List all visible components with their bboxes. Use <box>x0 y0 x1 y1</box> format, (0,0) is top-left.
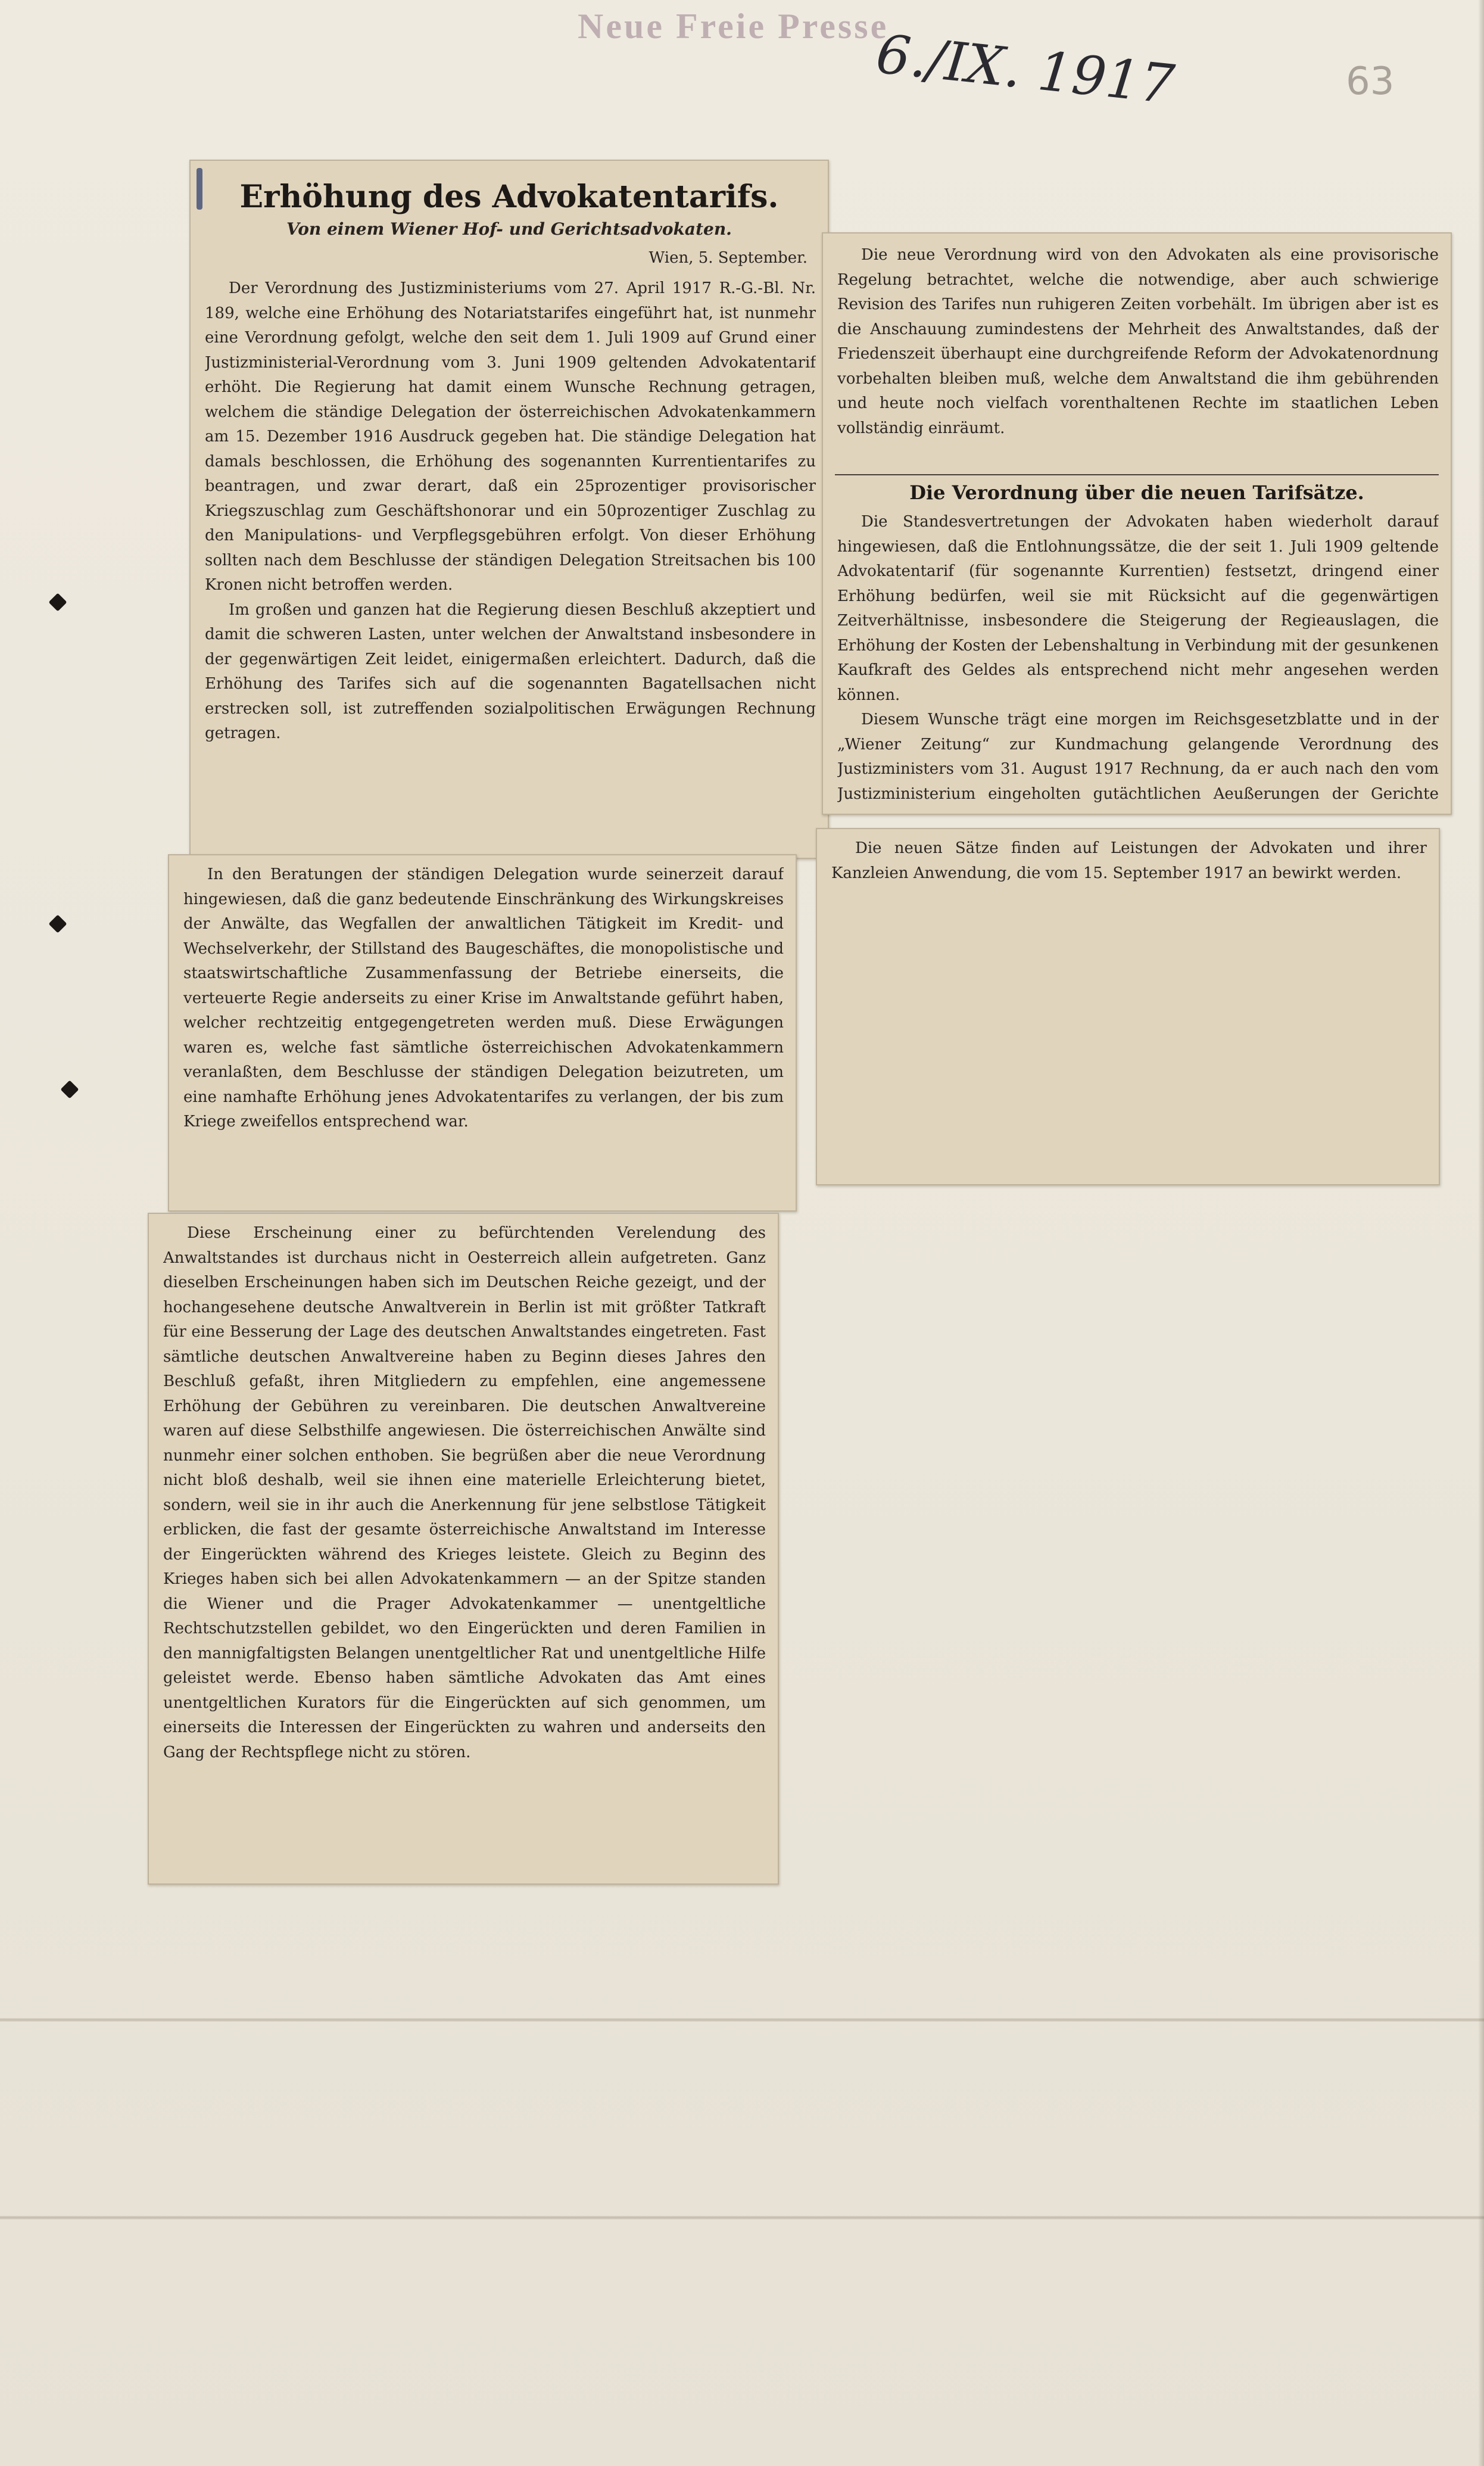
punch-hole <box>48 914 67 933</box>
handwritten-date: 6./IX. 1917 <box>873 23 1177 117</box>
clipping-left-middle <box>168 854 797 1212</box>
newspaper-stamp: Neue Freie Presse <box>578 7 889 46</box>
section-body-part-2 <box>831 836 1427 1179</box>
clipping-right-bottom <box>816 828 1440 1185</box>
article-byline: Von einem Wiener Hof- und Gerichtsadvokaten. <box>286 219 732 239</box>
punch-hole <box>60 1080 79 1098</box>
article-dateline: Wien, 5. September. <box>649 249 808 267</box>
article-body-part-2 <box>183 863 784 1208</box>
section-paragraph: Diesem Wunsche trägt eine morgen im Reichsgesetzblatte und in der „Wiener Zeitung“ zur Kundmachung gelangende Verordnung des Justizministers vom 31. August 1917 Rechnung, da er auch nach den vom Justizministerium eingeholten gutächtlichen Aeußerungen der Gerichte <box>837 711 1439 803</box>
clipping-left-top <box>189 160 829 859</box>
section-divider <box>835 474 1439 475</box>
paper-fold <box>0 2216 1484 2219</box>
article-continuation-block <box>837 243 1439 466</box>
section-paragraph: Die Standesvertretungen der Advokaten haben wiederholt darauf hingewiesen, daß die Entlohnungssätze, die der seit 1. Juli 1909 geltende Advokatentarif (für sogenannte Kurrentien) festsetzt, dringend einer Erhöhung bedürfen, weil sie mit Rücksicht auf die gegenwärtigen Zeitverhältnisse, insbesondere die Steigerung der Regieauslagen, die Erhöhung der Kosten der Lebenshaltung in Verbindung mit der gesunkenen Kaufkraft des Geldes als entsprechend nicht mehr angesehen werden können. <box>837 513 1439 704</box>
article-paragraph: Der Verordnung des Justizministeriums vom 27. April 1917 R.-G.-Bl. Nr. 189, welche eine Erhöhung des Notariatstarifes eingeführt hat, ist nunmehr eine Verordnung gefolgt, welche den seit dem 1. Juli 1909 auf Grund einer Justizministerial-Verordnung vom 3. Juni 1909 geltenden Advokatentarif erhöht. Die Regierung hat damit einem Wunsche Rechnung getragen, welchem die ständige Delegation der österreichischen Advokatenkammern am 15. Dezember 1916 Ausdruck gegeben hat. Die ständige Delegation hat damals beschlossen, die Erhöhung des sogenannten Kurrentientarifes zu beantragen, und zwar derart, daß ein 25prozentiger provisorischer Kriegszuschlag zum Geschäftshonorar und ein 50prozentiger Zuschlag zu den Manipulations- und Verpflegsgebühren erfolgt. Von dieser Erhöhung sollten nach dem Beschlusse der ständigen Delegation Streitsachen bis 100 Kronen nicht betroffen werden. <box>205 279 816 594</box>
section-heading: Die Verordnung über die neuen Tarifsätze. <box>909 481 1364 504</box>
article-paragraph: Diese Erscheinung einer zu befürchtenden Verelendung des Anwaltstandes ist durchaus nicht in Oesterreich allein aufgetreten. Ganz dieselben Erscheinungen haben sich im Deutschen Reiche gezeigt, und der hochangesehene deutsche Anwaltverein in Berlin ist mit größter Tatkraft für eine Besserung der Lage des deutschen Anwaltstandes eingetreten. Fast sämtliche deutschen Anwaltvereine haben zu Beginn dieses Jahres den Beschluß gefaßt, ihren Mitgliedern zu empfehlen, eine angemessene Erhöhung der Gebühren zu vereinbaren. Die deutschen Anwaltvereine waren auf diese Selbsthilfe angewiesen. Die österreichischen Anwälte sind nunmehr einer solchen enthoben. Sie begrüßen aber die neue Verordnung nicht bloß deshalb, weil sie ihnen eine materielle Erleichterung bietet, sondern, weil sie in ihr auch die Anerkennung für jene selbstlose Tätigkeit erblicken, die fast der gesamte österreichische Anwaltstand im Interesse der Eingerückten während des Krieges leistete. Gleich zu Beginn des Krieges haben sich bei allen Advokatenkammern — an der Spitze standen die Wiener und die Prager Advokatenkammer — unentgeltliche Rechtschutzstellen gebildet, wo den Eingerückten und deren Familien in den mannigfaltigsten Belangen unentgeltlicher Rat und unentgeltliche Hilfe geleistet werde. Ebenso haben sämtliche Advokaten das Amt eines unentgeltlichen Kurators für die Eingerückten auf sich genommen, um einerseits die Interessen der Eingerückten zu wahren und anderseits den Gang der Rechtspflege nicht zu stören. <box>163 1224 766 1761</box>
section-body-part-1 <box>837 510 1439 808</box>
section-paragraph: Die neuen Sätze finden auf Leistungen der Advokaten und ihrer Kanzleien Anwendung, die vom 15. September 1917 an bewirkt werden. <box>831 839 1427 882</box>
page-number: 63 <box>1346 60 1395 104</box>
sheet-edge <box>1478 0 1484 2466</box>
clipping-left-bottom <box>148 1213 779 1885</box>
clipping-right-top <box>822 232 1452 815</box>
article-title: Erhöhung des Advokatentarifs. <box>239 179 779 215</box>
punch-hole <box>48 593 67 611</box>
article-body-part-1 <box>205 276 816 853</box>
article-continuation: Die neue Verordnung wird von den Advokaten als eine provisorische Regelung betrachtet, welche die notwendige, aber auch schwierige Revision des Tarifes nun ruhigeren Zeiten vorbehält. Im übrigen aber ist es die Anschauung zumindestens der Mehrheit des Anwaltstandes, daß der Friedenszeit überhaupt eine durchgreifende Reform der Advokatenordnung vorbehalten bleiben muß, welche dem Anwaltstand die ihm gebührenden und heute noch vielfach vorenthaltenen Rechte im staatlichen Leben vollständig einräumt. <box>837 246 1439 437</box>
article-paragraph: In den Beratungen der ständigen Delegation wurde seinerzeit darauf hingewiesen, daß die ganz bedeutende Einschränkung des Wirkungskreises der Anwälte, das Wegfallen der anwaltlichen Tätigkeit im Kredit- und Wechselverkehr, der Stillstand des Baugeschäftes, die monopolistische und staatswirtschaftliche Zusammenfassung der Betriebe einerseits, die verteuerte Regie anderseits zu einer Krise im Anwaltstande geführt haben, welcher rechtzeitig entgegengetreten werden muß. Diese Erwägungen waren es, welche fast sämtliche österreichischen Advokatenkammern veranlaßten, dem Beschlusse der ständigen Delegation beizutreten, um eine namhafte Erhöhung jenes Advokatentarifes zu verlangen, der bis zum Kriege zweifellos entsprechend war. <box>183 865 784 1131</box>
article-body-part-3 <box>163 1221 766 1879</box>
paper-fold <box>0 2018 1484 2022</box>
article-paragraph: Im großen und ganzen hat die Regierung diesen Beschluß akzeptiert und damit die schweren Lasten, unter welchen der Anwaltstand insbesondere in der gegenwärtigen Zeit leidet, einigermaßen erleichtert. Dadurch, daß die Erhöhung des Tarifes sich auf die sogenannten Bagatellsachen nicht erstrecken soll, ist zutreffenden sozialpolitischen Erwägungen Rechnung getragen. <box>205 600 816 742</box>
